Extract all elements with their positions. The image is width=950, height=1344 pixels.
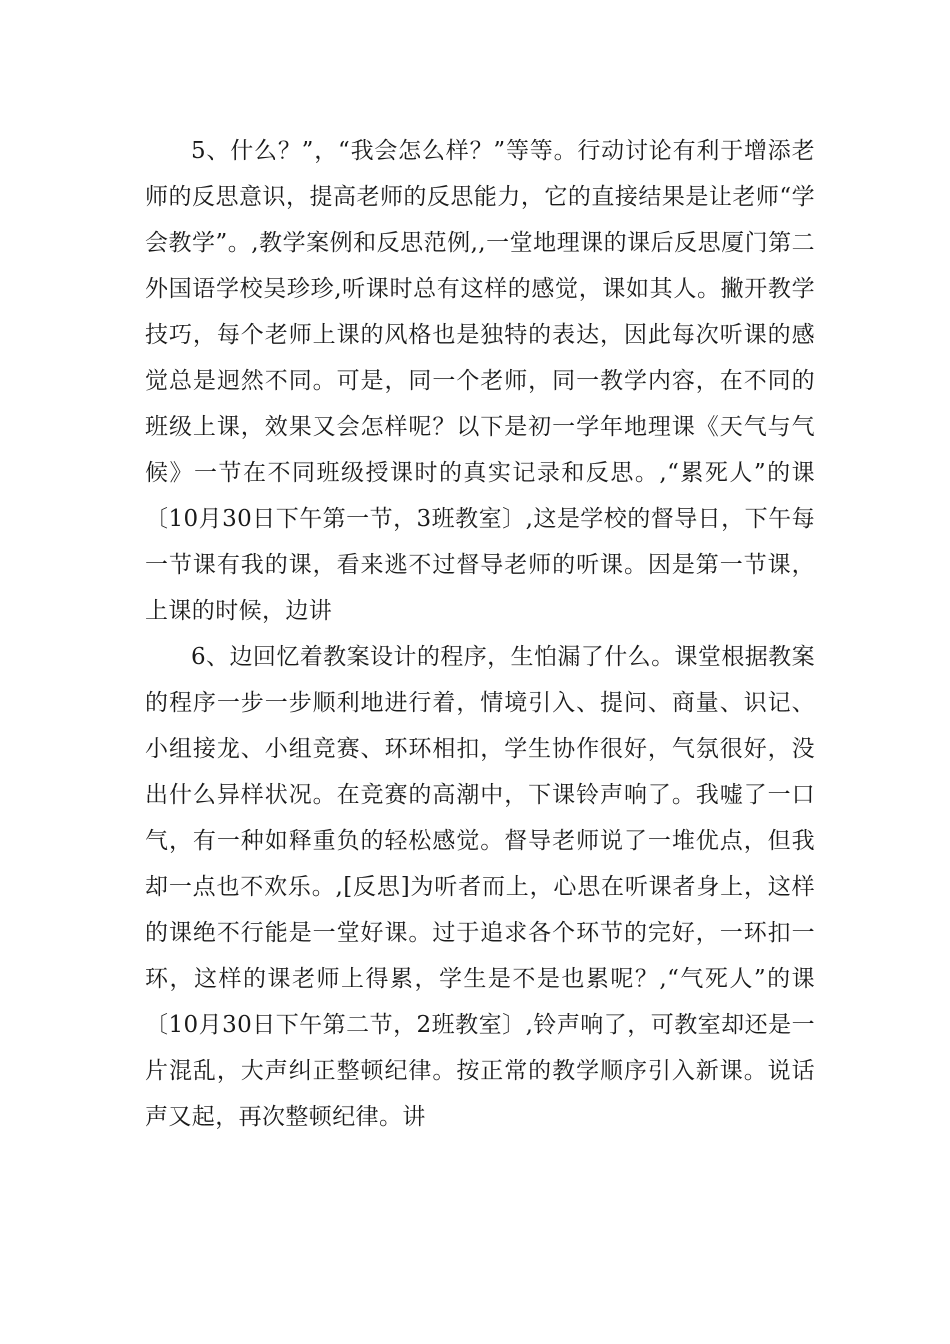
document-body [145, 128, 815, 1140]
paragraph-6: 6、边回忆着教案设计的程序，生怕漏了什么。课堂根据教案的程序一步一步顺利地进行着，情境引入、提问、商量、识记、小组接龙、小组竞赛、环环相扣，学生协作很好，气氛很好，没出什么异样状况。在竞赛的高潮中，下课铃声响了。我嘘了一口气，有一种如释重负的轻松感觉。督导老师说了一堆优点，但我却一点也不欢乐。,[反思]为听者而上，心思在听课者身上，这样的课绝不行能是一堂好课。过于追求各个环节的完好，一环扣一环，这样的课老师上得累，学生是不是也累呢？,“气死人”的课〔10月30日下午第二节，2班教室〕,铃声响了，可教室却还是一片混乱，大声纠正整顿纪律。按正常的教学顺序引入新课。说话声又起，再次整顿纪律。讲 [145, 644, 815, 1130]
paragraph-5: 5、什么？”，“我会怎么样？”等等。行动讨论有利于增添老师的反思意识，提高老师的反思能力，它的直接结果是让老师“学会教学”。,教学案例和反思范例,,一堂地理课的课后反思厦门第二外国语学校吴珍珍,听课时总有这样的感觉，课如其人。撇开教学技巧，每个老师上课的风格也是独特的表达，因此每次听课的感觉总是迥然不同。可是，同一个老师，同一教学内容，在不同的班级上课，效果又会怎样呢？以下是初一学年地理课《天气与气候》一节在不同班级授课时的真实记录和反思。,“累死人”的课〔10月30日下午第一节，3班教室〕,这是学校的督导日，下午每一节课有我的课，看来逃不过督导老师的听课。因是第一节课，上课的时候，边讲 [145, 138, 815, 624]
